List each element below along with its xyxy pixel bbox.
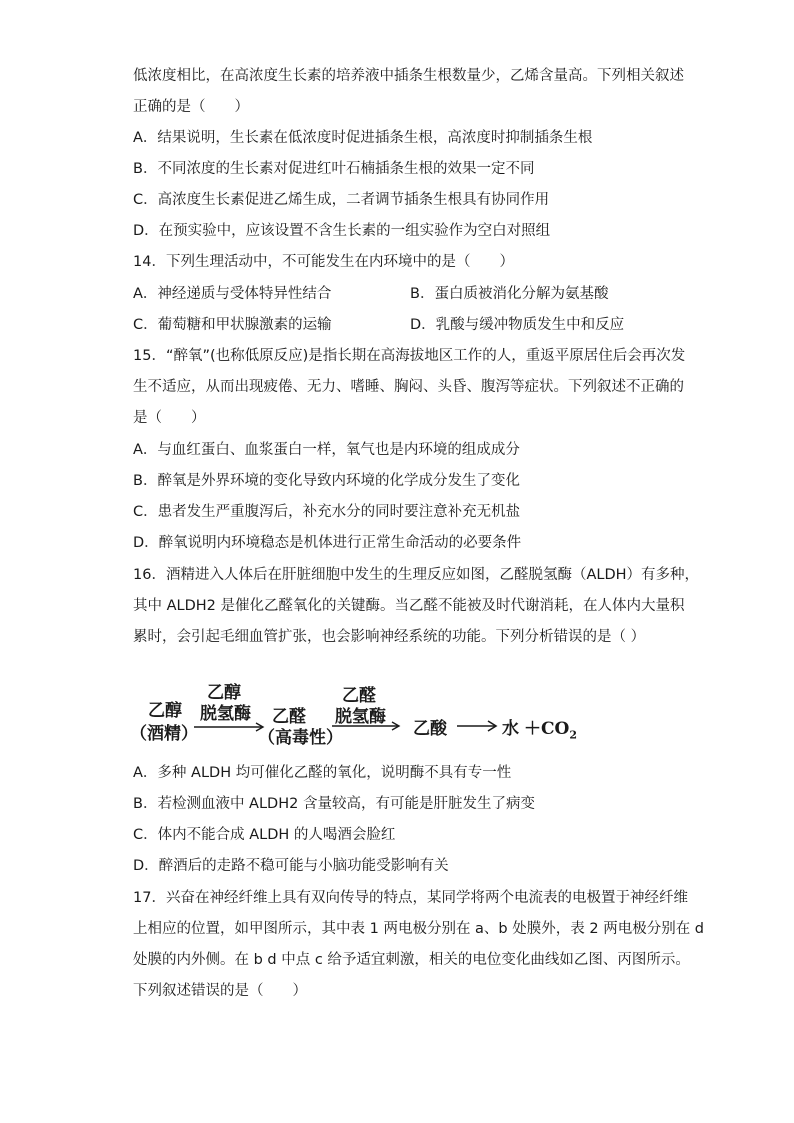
q15-option-c: C．患者发生严重腹泻后，补充水分的同时要注意补充无机盐 bbox=[133, 504, 521, 520]
q16-stem-line1: 16．酒精进入人体后在肝脏细胞中发生的生理反应如图，乙醛脱氢酶（ALDH）有多种， bbox=[133, 567, 700, 583]
reaction-arrow-1 bbox=[194, 722, 268, 732]
co2-label bbox=[524, 714, 577, 741]
q15-option-d: D．醉氧说明内环境稳态是机体进行正常生命活动的必要条件 bbox=[133, 535, 522, 551]
reaction-arrow-3 bbox=[457, 720, 501, 732]
enzyme1-line1: 乙醇 bbox=[207, 683, 241, 703]
reaction-arrow-2 bbox=[332, 721, 404, 731]
enzyme2-line1: 乙醛 bbox=[342, 686, 376, 706]
q17-stem-line2: 上相应的位置，如甲图所示，其中表 1 两电极分别在 a、b 处膜外，表 2 两电极分别在 d bbox=[133, 921, 705, 937]
q17-stem-line1: 17．兴奋在神经纤维上具有双向传导的特点，某同学将两个电流表的电极置于神经纤维 bbox=[133, 890, 688, 906]
ethanol-label: 乙醇 bbox=[148, 701, 182, 721]
q15-stem-line1: 15．“醉氧”(也称低原反应)是指长期在高海拔地区工作的人，重返平原居住后会再次发 bbox=[133, 348, 686, 364]
enzyme1-line2: 脱氢酶 bbox=[200, 704, 251, 724]
q16-stem-line2: 其中 ALDH2 是催化乙醛氧化的关键酶。当乙醛不能被及时代谢消耗，在人体内大量积 bbox=[133, 598, 685, 614]
q16-stem-line3: 累时，会引起毛细血管扩张，也会影响神经系统的功能。下列分析错误的是（ ） bbox=[133, 629, 646, 645]
q17-stem-line3: 处膜的内外侧。在 b d 中点 c 给予适宜刺激，相关的电位变化曲线如乙图、丙图所示。 bbox=[133, 952, 690, 968]
acetaldehyde-note: （高毒性） bbox=[258, 728, 343, 748]
q14-option-d: D．乳酸与缓冲物质发生中和反应 bbox=[410, 317, 625, 333]
q14-option-b: B．蛋白质被消化分解为氨基酸 bbox=[410, 286, 609, 302]
water-label: 水 bbox=[502, 719, 519, 739]
q13-option-a: A．结果说明，生长素在低浓度时促进插条生根，高浓度时抑制插条生根 bbox=[133, 130, 593, 146]
q13-option-b: B．不同浓度的生长素对促进红叶石楠插条生根的效果一定不同 bbox=[133, 161, 535, 177]
q14-stem: 14．下列生理活动中，不可能发生在内环境中的是（ ） bbox=[133, 254, 514, 270]
q15-option-a: A．与血红蛋白、血浆蛋白一样，氧气也是内环境的组成成分 bbox=[133, 442, 520, 458]
metabolism-diagram bbox=[130, 678, 590, 748]
q13-stem-line2: 正确的是（ ） bbox=[133, 99, 249, 115]
enzyme2-line2: 脱氢酶 bbox=[335, 707, 386, 727]
q13-stem-line1: 低浓度相比，在高浓度生长素的培养液中插条生根数量少，乙烯含量高。下列相关叙述 bbox=[133, 68, 684, 84]
plus-co2-text: ＋CO bbox=[524, 719, 570, 739]
q14-option-c: C．葡萄糖和甲状腺激素的运输 bbox=[133, 317, 332, 333]
q13-option-c: C．高浓度生长素促进乙烯生成，二者调节插条生根具有协同作用 bbox=[133, 192, 550, 208]
acetaldehyde-label: 乙醛 bbox=[272, 707, 306, 727]
acetic-acid-label: 乙酸 bbox=[413, 719, 447, 739]
q16-option-b: B．若检测血液中 ALDH2 含量较高，有可能是肝脏发生了病变 bbox=[133, 796, 535, 812]
ethanol-note: （酒精） bbox=[130, 724, 198, 744]
q15-stem-line3: 是（ ） bbox=[133, 410, 206, 426]
q16-option-c: C．体内不能合成 ALDH 的人喝酒会脸红 bbox=[133, 827, 396, 843]
q16-option-a: A．多种 ALDH 均可催化乙醛的氧化，说明酶不具有专一性 bbox=[133, 765, 512, 781]
q14-option-a: A．神经递质与受体特异性结合 bbox=[133, 286, 332, 302]
q16-option-d: D．醉酒后的走路不稳可能与小脑功能受影响有关 bbox=[133, 858, 449, 874]
q13-option-d: D．在预实验中，应该设置不含生长素的一组实验作为空白对照组 bbox=[133, 223, 551, 239]
co2-subscript: 2 bbox=[569, 728, 577, 742]
q15-stem-line2: 生不适应，从而出现疲倦、无力、嗜睡、胸闷、头昏、腹泻等症状。下列叙述不正确的 bbox=[133, 379, 684, 395]
q17-stem-line4: 下列叙述错误的是（ ） bbox=[133, 983, 307, 999]
q15-option-b: B．醉氧是外界环境的变化导致内环境的化学成分发生了变化 bbox=[133, 473, 520, 489]
